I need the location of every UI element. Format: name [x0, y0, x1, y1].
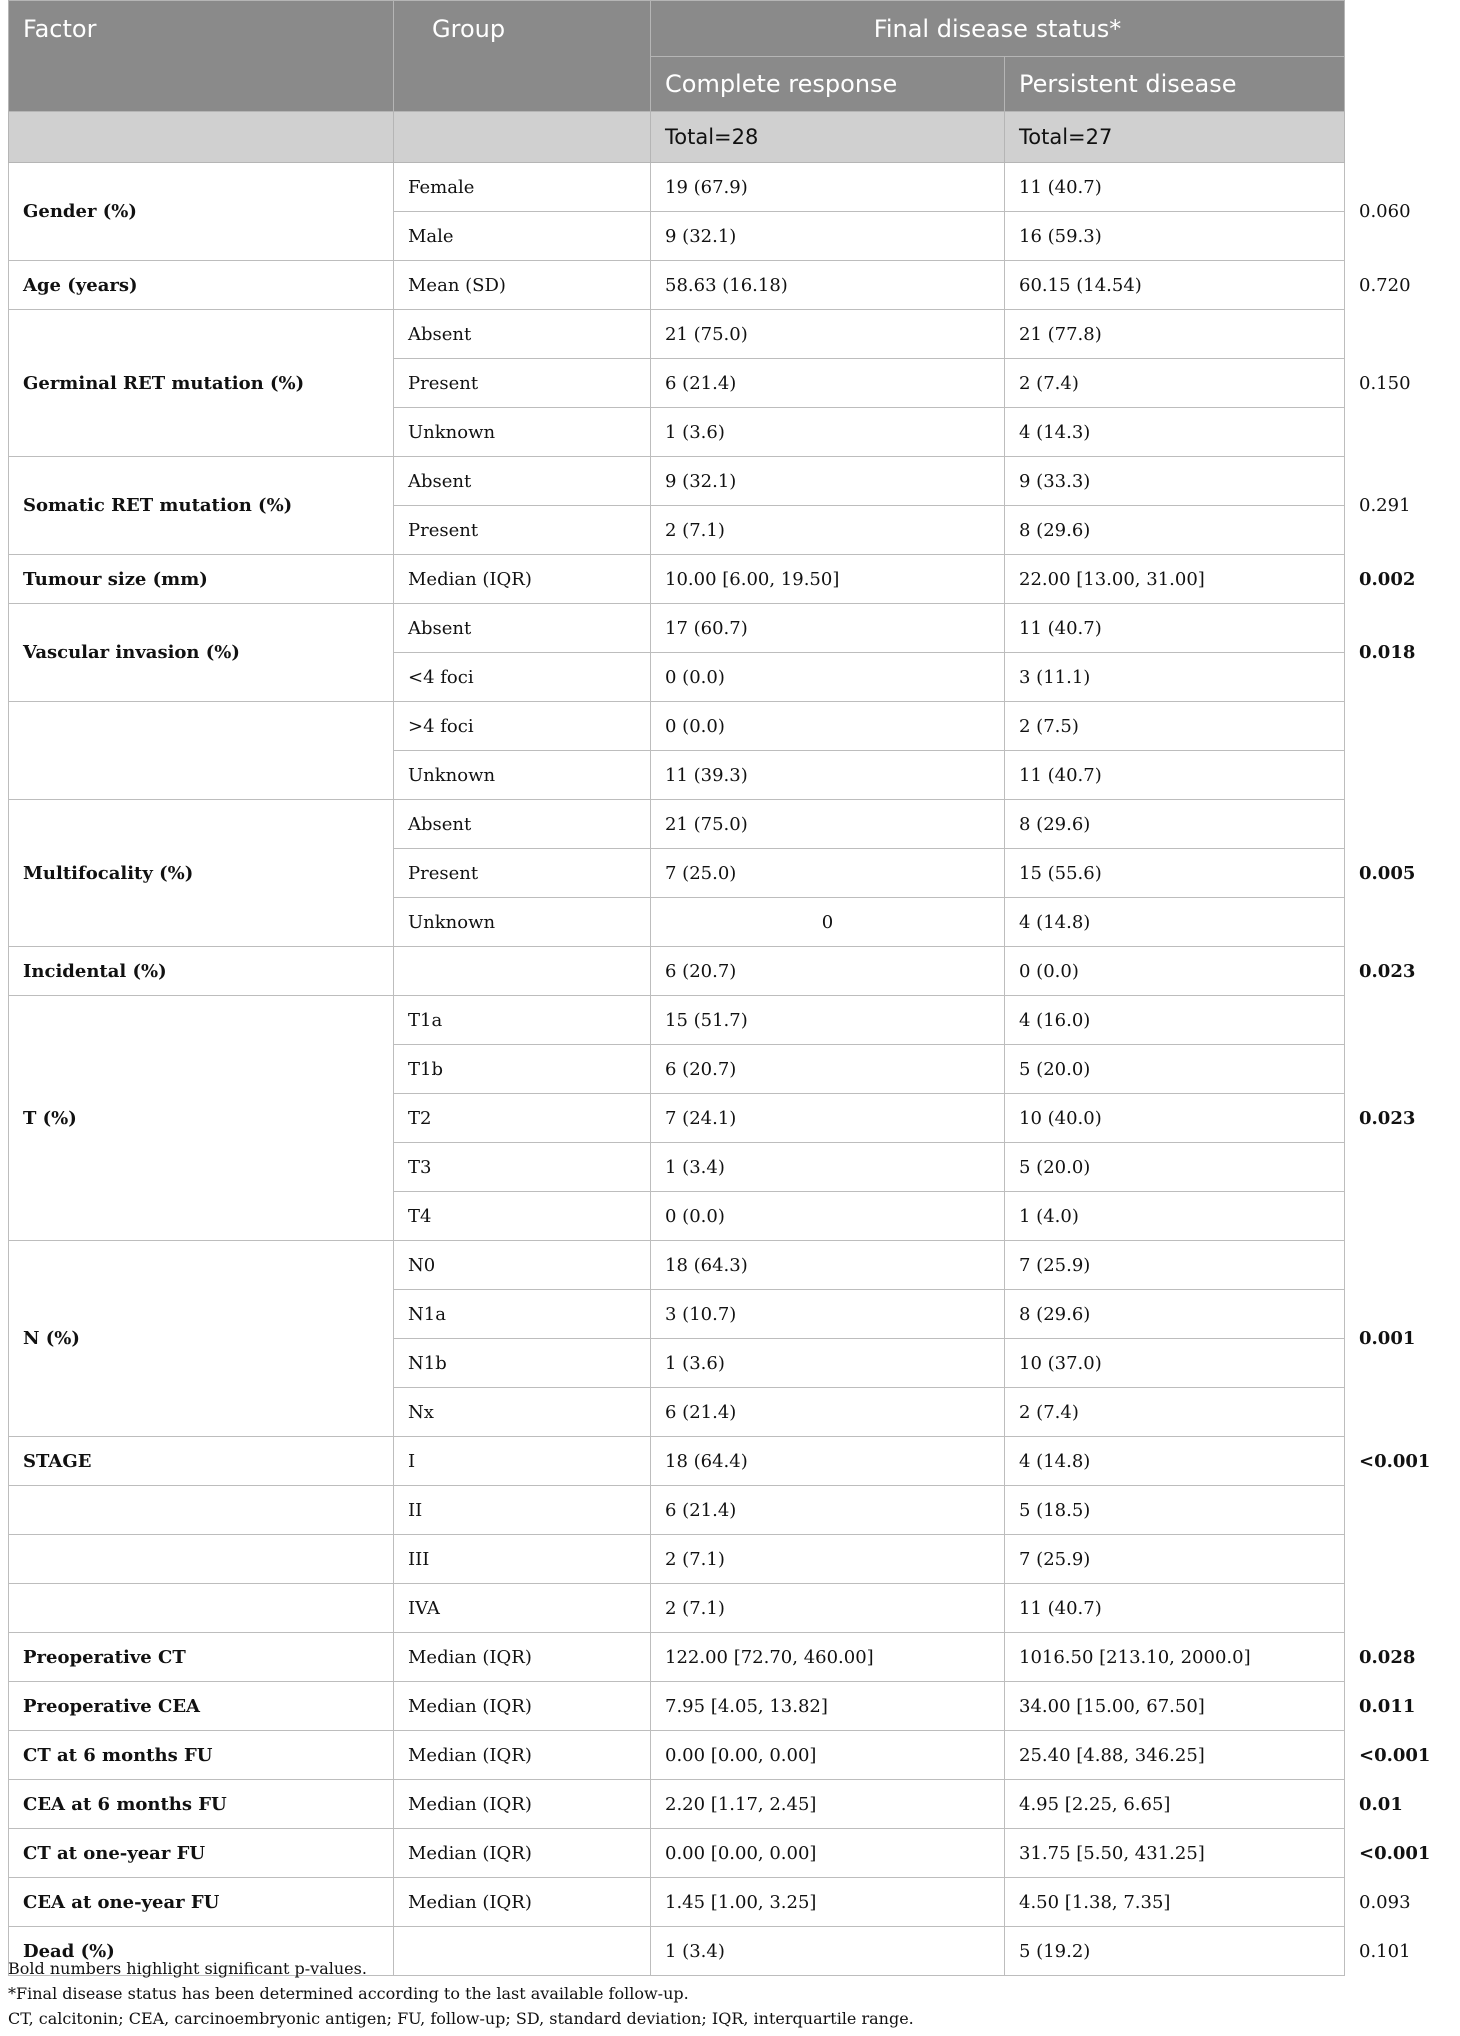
header-factor: Factor	[9, 1, 394, 112]
group-cell: T2	[394, 1094, 651, 1143]
factor-cell: CT at one-year FU	[9, 1829, 394, 1878]
table-row: Germinal RET mutation (%) Absent 21 (75.0) 21 (77.8) 0.150	[9, 310, 1345, 359]
header-persistent-disease: Persistent disease	[1005, 57, 1345, 112]
complete-response-cell: 0	[651, 898, 1005, 947]
group-cell: II	[394, 1486, 651, 1535]
header-final-status: Final disease status*	[651, 1, 1345, 57]
complete-response-cell: 3 (10.7)	[651, 1290, 1005, 1339]
table-row	[9, 702, 1345, 751]
persistent-disease-cell: 21 (77.8)	[1005, 310, 1345, 359]
table-row: Somatic RET mutation (%) Absent 9 (32.1) 9 (33.3) 0.291	[9, 457, 1345, 506]
group-cell: Unknown	[394, 751, 651, 800]
persistent-disease-cell: 2 (7.5)	[1005, 702, 1345, 751]
factor-cell	[9, 1535, 394, 1584]
header-total-cr: Total=28	[651, 112, 1005, 163]
complete-response-cell: 1 (3.6)	[651, 1339, 1005, 1388]
group-cell: Median (IQR)	[394, 1878, 651, 1927]
table-row: Dead (%) 1 (3.4) 5 (19.2) 0.101	[9, 1927, 1345, 1976]
factor-cell: Dead (%)	[9, 1927, 394, 1976]
complete-response-cell: 6 (21.4)	[651, 1388, 1005, 1437]
footnote-bold: Bold numbers highlight significant p-values.	[8, 1959, 367, 1978]
persistent-disease-cell: 5 (20.0)	[1005, 1045, 1345, 1094]
group-cell: T1a	[394, 996, 651, 1045]
persistent-disease-cell: 25.40 [4.88, 346.25]	[1005, 1731, 1345, 1780]
header-totals-blank	[9, 112, 394, 163]
group-cell: N1a	[394, 1290, 651, 1339]
complete-response-cell: 1 (3.4)	[651, 1927, 1005, 1976]
table-row: Gender (%) Female 19 (67.9) 11 (40.7) 0.060	[9, 163, 1345, 212]
factor-cell: Incidental (%)	[9, 947, 394, 996]
complete-response-cell: 18 (64.3)	[651, 1241, 1005, 1290]
factor-cell	[9, 1486, 394, 1535]
factor-cell: CT at 6 months FU	[9, 1731, 394, 1780]
persistent-disease-cell: 7 (25.9)	[1005, 1535, 1345, 1584]
complete-response-cell: 6 (20.7)	[651, 947, 1005, 996]
group-cell: Absent	[394, 604, 651, 653]
persistent-disease-cell: 22.00 [13.00, 31.00]	[1005, 555, 1345, 604]
persistent-disease-cell: 9 (33.3)	[1005, 457, 1345, 506]
header-total-pd: Total=27	[1005, 112, 1345, 163]
complete-response-cell: 1.45 [1.00, 3.25]	[651, 1878, 1005, 1927]
complete-response-cell: 0 (0.0)	[651, 653, 1005, 702]
results-table-container	[8, 0, 1431, 1976]
table-row: Preoperative CEA Median (IQR) 7.95 [4.05, 13.82] 34.00 [15.00, 67.50] 0.011	[9, 1682, 1345, 1731]
group-cell: N1b	[394, 1339, 651, 1388]
table-row: CT at 6 months FU Median (IQR) 0.00 [0.00, 0.00] 25.40 [4.88, 346.25] <0.001	[9, 1731, 1345, 1780]
persistent-disease-cell: 10 (40.0)	[1005, 1094, 1345, 1143]
complete-response-cell: 6 (20.7)	[651, 1045, 1005, 1094]
persistent-disease-cell: 34.00 [15.00, 67.50]	[1005, 1682, 1345, 1731]
complete-response-cell: 2.20 [1.17, 2.45]	[651, 1780, 1005, 1829]
group-cell: Male	[394, 212, 651, 261]
group-cell: Median (IQR)	[394, 1780, 651, 1829]
table-row: Tumour size (mm) Median (IQR) 10.00 [6.00, 19.50] 22.00 [13.00, 31.00] 0.002	[9, 555, 1345, 604]
persistent-disease-cell: 11 (40.7)	[1005, 604, 1345, 653]
group-cell	[394, 947, 651, 996]
complete-response-cell: 0 (0.0)	[651, 1192, 1005, 1241]
table-row: T (%) T1a 15 (51.7) 4 (16.0) 0.023	[9, 996, 1345, 1045]
group-cell: Unknown	[394, 898, 651, 947]
group-cell: T3	[394, 1143, 651, 1192]
persistent-disease-cell: 3 (11.1)	[1005, 653, 1345, 702]
complete-response-cell: 2 (7.1)	[651, 1535, 1005, 1584]
persistent-disease-cell: 1016.50 [213.10, 2000.0]	[1005, 1633, 1345, 1682]
persistent-disease-cell: 7 (25.9)	[1005, 1241, 1345, 1290]
factor-cell: CEA at 6 months FU	[9, 1780, 394, 1829]
group-cell: Present	[394, 506, 651, 555]
complete-response-cell: 1 (3.6)	[651, 408, 1005, 457]
factor-cell: Somatic RET mutation (%)	[9, 457, 394, 555]
group-cell: T1b	[394, 1045, 651, 1094]
group-cell: Absent	[394, 457, 651, 506]
table-row: Incidental (%) 6 (20.7) 0 (0.0) 0.023	[9, 947, 1345, 996]
group-cell: Median (IQR)	[394, 555, 651, 604]
complete-response-cell: 19 (67.9)	[651, 163, 1005, 212]
header-complete-response: Complete response	[651, 57, 1005, 112]
complete-response-cell: 17 (60.7)	[651, 604, 1005, 653]
header-totals-blank	[394, 112, 651, 163]
persistent-disease-cell: 11 (40.7)	[1005, 163, 1345, 212]
persistent-disease-cell: 16 (59.3)	[1005, 212, 1345, 261]
table-row	[9, 1584, 1345, 1633]
persistent-disease-cell: 2 (7.4)	[1005, 359, 1345, 408]
group-cell: T4	[394, 1192, 651, 1241]
table-header: Factor Group Final disease status* p-value Complete response Persistent disease Total=28 Total=27	[9, 1, 1345, 163]
persistent-disease-cell: 4.95 [2.25, 6.65]	[1005, 1780, 1345, 1829]
complete-response-cell: 21 (75.0)	[651, 310, 1005, 359]
complete-response-cell: 0.00 [0.00, 0.00]	[651, 1731, 1005, 1780]
complete-response-cell: 7 (25.0)	[651, 849, 1005, 898]
group-cell: Absent	[394, 310, 651, 359]
factor-cell	[9, 1584, 394, 1633]
table-footnotes	[8, 1956, 914, 2031]
persistent-disease-cell: 5 (18.5)	[1005, 1486, 1345, 1535]
factor-cell: Age (years)	[9, 261, 394, 310]
complete-response-cell: 0.00 [0.00, 0.00]	[651, 1829, 1005, 1878]
header-group: Group	[394, 1, 651, 112]
group-cell: N0	[394, 1241, 651, 1290]
factor-cell	[9, 702, 394, 800]
persistent-disease-cell: 8 (29.6)	[1005, 506, 1345, 555]
complete-response-cell: 6 (21.4)	[651, 1486, 1005, 1535]
factor-cell: Tumour size (mm)	[9, 555, 394, 604]
persistent-disease-cell: 60.15 (14.54)	[1005, 261, 1345, 310]
footnote-abbreviations: CT, calcitonin; CEA, carcinoembryonic antigen; FU, follow-up; SD, standard deviation; IQR, interquartile range.	[8, 2009, 914, 2028]
table-row: N (%) N0 18 (64.3) 7 (25.9) 0.001	[9, 1241, 1345, 1290]
complete-response-cell: 7.95 [4.05, 13.82]	[651, 1682, 1005, 1731]
complete-response-cell: 122.00 [72.70, 460.00]	[651, 1633, 1005, 1682]
persistent-disease-cell: 4 (14.8)	[1005, 1437, 1345, 1486]
table-row: Age (years) Mean (SD) 58.63 (16.18) 60.15 (14.54) 0.720	[9, 261, 1345, 310]
persistent-disease-cell: 4.50 [1.38, 7.35]	[1005, 1878, 1345, 1927]
table-row	[9, 1486, 1345, 1535]
footnote-final-status: *Final disease status has been determined according to the last available follow-up.	[8, 1984, 689, 2003]
table-row: CEA at one-year FU Median (IQR) 1.45 [1.00, 3.25] 4.50 [1.38, 7.35] 0.093	[9, 1878, 1345, 1927]
persistent-disease-cell: 10 (37.0)	[1005, 1339, 1345, 1388]
results-table	[8, 0, 1431, 1976]
group-cell: I	[394, 1437, 651, 1486]
complete-response-cell: 15 (51.7)	[651, 996, 1005, 1045]
factor-cell: Gender (%)	[9, 163, 394, 261]
table-row: Vascular invasion (%) Absent 17 (60.7) 11 (40.7) 0.018	[9, 604, 1345, 653]
factor-cell: STAGE	[9, 1437, 394, 1486]
group-cell: IVA	[394, 1584, 651, 1633]
complete-response-cell: 9 (32.1)	[651, 457, 1005, 506]
complete-response-cell: 10.00 [6.00, 19.50]	[651, 555, 1005, 604]
group-cell: Nx	[394, 1388, 651, 1437]
group-cell: Median (IQR)	[394, 1829, 651, 1878]
complete-response-cell: 0 (0.0)	[651, 702, 1005, 751]
complete-response-cell: 2 (7.1)	[651, 506, 1005, 555]
table-row: CEA at 6 months FU Median (IQR) 2.20 [1.17, 2.45] 4.95 [2.25, 6.65] 0.01	[9, 1780, 1345, 1829]
complete-response-cell: 58.63 (16.18)	[651, 261, 1005, 310]
group-cell: Median (IQR)	[394, 1731, 651, 1780]
persistent-disease-cell: 11 (40.7)	[1005, 1584, 1345, 1633]
factor-cell: Preoperative CEA	[9, 1682, 394, 1731]
factor-cell: Vascular invasion (%)	[9, 604, 394, 702]
group-cell: >4 foci	[394, 702, 651, 751]
complete-response-cell: 6 (21.4)	[651, 359, 1005, 408]
factor-cell: Preoperative CT	[9, 1633, 394, 1682]
group-cell: Median (IQR)	[394, 1633, 651, 1682]
group-cell: Median (IQR)	[394, 1682, 651, 1731]
complete-response-cell: 18 (64.4)	[651, 1437, 1005, 1486]
factor-cell: T (%)	[9, 996, 394, 1241]
factor-cell: Multifocality (%)	[9, 800, 394, 947]
persistent-disease-cell: 4 (14.8)	[1005, 898, 1345, 947]
factor-cell: CEA at one-year FU	[9, 1878, 394, 1927]
persistent-disease-cell: 15 (55.6)	[1005, 849, 1345, 898]
complete-response-cell: 7 (24.1)	[651, 1094, 1005, 1143]
table-row: CT at one-year FU Median (IQR) 0.00 [0.00, 0.00] 31.75 [5.50, 431.25] <0.001	[9, 1829, 1345, 1878]
persistent-disease-cell: 0 (0.0)	[1005, 947, 1345, 996]
group-cell: Present	[394, 849, 651, 898]
complete-response-cell: 21 (75.0)	[651, 800, 1005, 849]
group-cell: <4 foci	[394, 653, 651, 702]
complete-response-cell: 1 (3.4)	[651, 1143, 1005, 1192]
group-cell: Absent	[394, 800, 651, 849]
complete-response-cell: 2 (7.1)	[651, 1584, 1005, 1633]
table-row	[9, 1535, 1345, 1584]
table-body	[9, 163, 1431, 1976]
group-cell: Female	[394, 163, 651, 212]
factor-cell: N (%)	[9, 1241, 394, 1437]
factor-cell: Germinal RET mutation (%)	[9, 310, 394, 457]
complete-response-cell: 9 (32.1)	[651, 212, 1005, 261]
persistent-disease-cell: 5 (20.0)	[1005, 1143, 1345, 1192]
persistent-disease-cell: 11 (40.7)	[1005, 751, 1345, 800]
group-cell: Unknown	[394, 408, 651, 457]
persistent-disease-cell: 8 (29.6)	[1005, 800, 1345, 849]
persistent-disease-cell: 8 (29.6)	[1005, 1290, 1345, 1339]
persistent-disease-cell: 5 (19.2)	[1005, 1927, 1345, 1976]
table-row: Multifocality (%) Absent 21 (75.0) 8 (29.6) 0.005	[9, 800, 1345, 849]
persistent-disease-cell: 4 (16.0)	[1005, 996, 1345, 1045]
table-row: STAGE I 18 (64.4) 4 (14.8) <0.001	[9, 1437, 1345, 1486]
group-cell: III	[394, 1535, 651, 1584]
persistent-disease-cell: 2 (7.4)	[1005, 1388, 1345, 1437]
group-cell: Mean (SD)	[394, 261, 651, 310]
table-row: Preoperative CT Median (IQR) 122.00 [72.70, 460.00] 1016.50 [213.10, 2000.0] 0.028	[9, 1633, 1345, 1682]
group-cell: Present	[394, 359, 651, 408]
complete-response-cell: 11 (39.3)	[651, 751, 1005, 800]
persistent-disease-cell: 31.75 [5.50, 431.25]	[1005, 1829, 1345, 1878]
persistent-disease-cell: 1 (4.0)	[1005, 1192, 1345, 1241]
persistent-disease-cell: 4 (14.3)	[1005, 408, 1345, 457]
